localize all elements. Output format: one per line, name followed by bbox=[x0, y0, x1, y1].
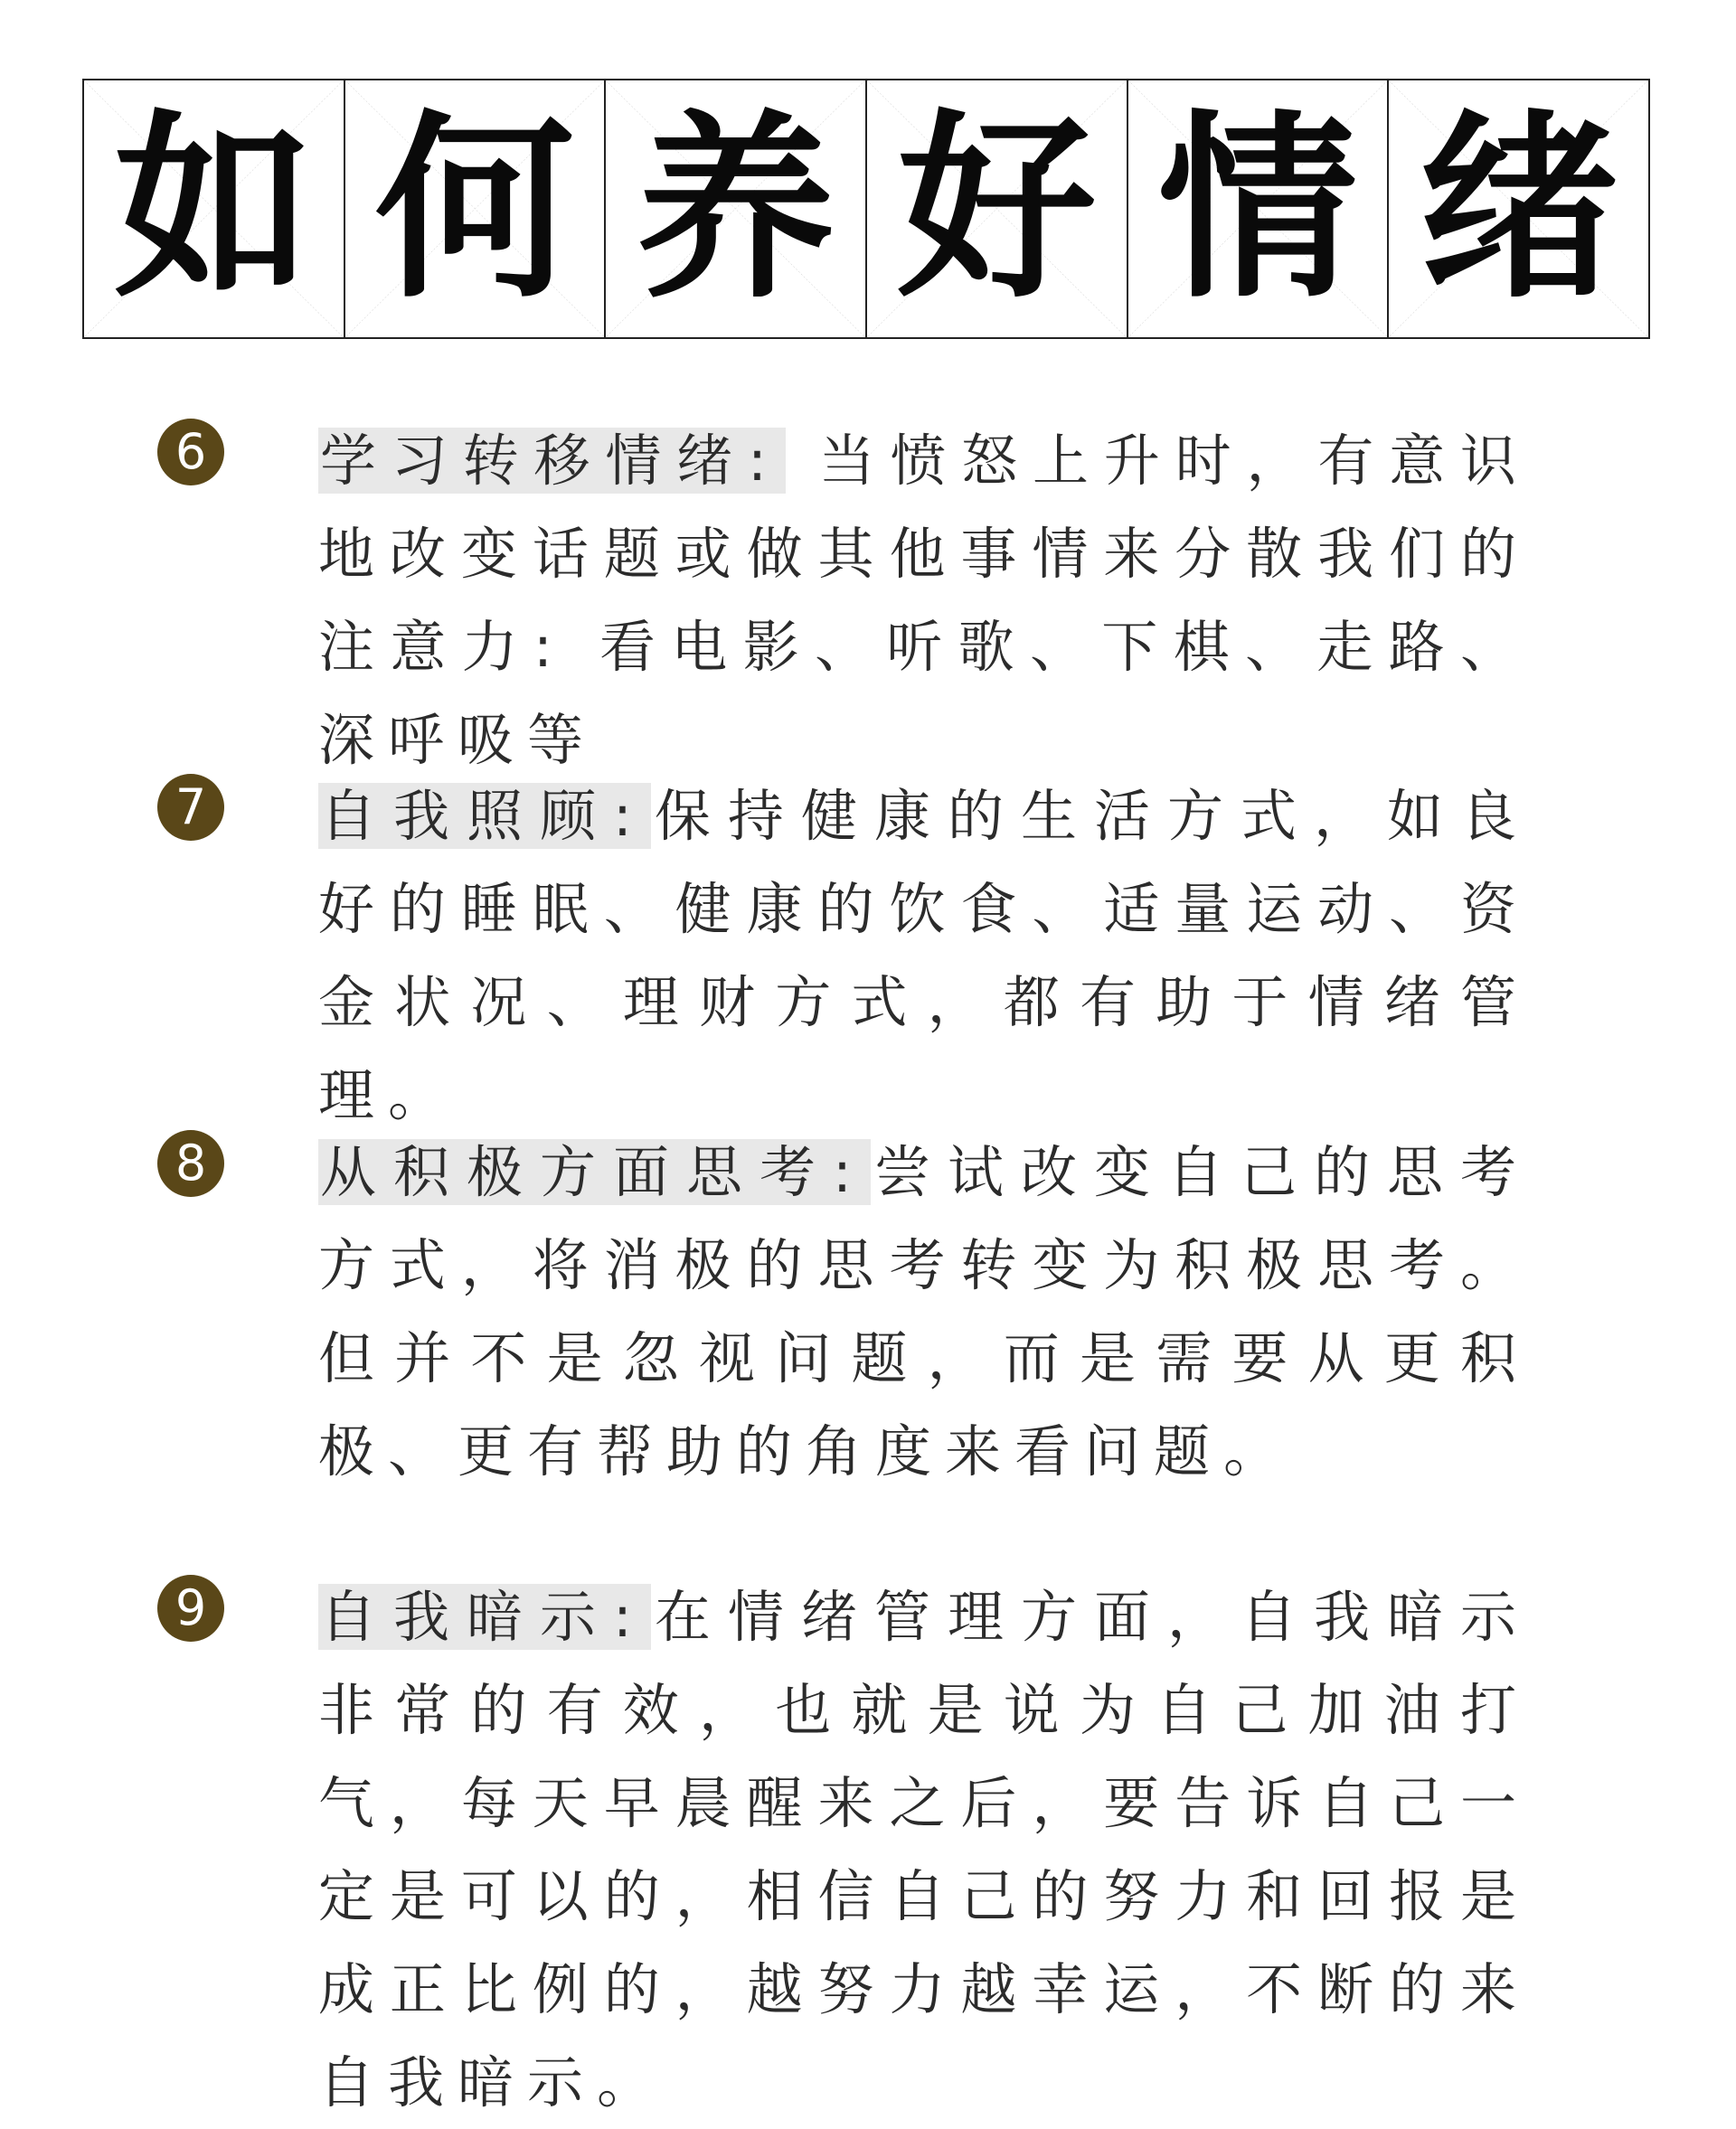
title-char: 如 bbox=[114, 93, 314, 325]
tip-text: 尝试改变自己的思考方式，将消极的思考转变为积极思考。但并不是忽视问题，而是需要从更积极、更有帮助的角度来看问题。 bbox=[318, 1139, 1530, 1484]
tip-text: 保持健康的生活方式，如良好的睡眠、健康的饮食、适量运动、资金状况、理财方式，都有助于情绪管理。 bbox=[318, 783, 1530, 1128]
title-cell bbox=[867, 80, 1128, 337]
tip-paragraph bbox=[318, 769, 1530, 1142]
tip-heading: 自我暗示: bbox=[318, 1584, 651, 1650]
title-cell bbox=[345, 80, 607, 337]
number-badge: 7 bbox=[157, 774, 224, 841]
title-cell bbox=[1128, 80, 1390, 337]
title-char: 情 bbox=[1158, 93, 1358, 325]
tip-paragraph bbox=[318, 1570, 1530, 2129]
title-cell bbox=[84, 80, 345, 337]
number-badge: 8 bbox=[157, 1130, 224, 1197]
title-cell bbox=[1389, 80, 1648, 337]
title-grid bbox=[82, 79, 1650, 339]
tip-text: 在情绪管理方面，自我暗示非常的有效，也就是说为自己加油打气，每天早晨醒来之后，要告诉自己一定是可以的，相信自己的努力和回报是成正比例的，越努力越幸运，不断的来自我暗示。 bbox=[318, 1584, 1530, 2115]
tip-paragraph bbox=[318, 1126, 1530, 1498]
tip-paragraph bbox=[318, 414, 1530, 787]
title-cell bbox=[606, 80, 867, 337]
title-char: 何 bbox=[375, 93, 575, 325]
title-char: 养 bbox=[636, 93, 835, 325]
tip-text: 当愤怒上升时，有意识地改变话题或做其他事情来分散我们的注意力: 看电影、听歌、下棋、走路、深呼吸等 bbox=[318, 428, 1530, 773]
title-char: 好 bbox=[897, 93, 1097, 325]
tip-heading: 从积极方面思考: bbox=[318, 1139, 871, 1205]
title-char: 绪 bbox=[1419, 93, 1618, 325]
tip-heading: 自我照顾: bbox=[318, 783, 651, 849]
number-badge: 9 bbox=[157, 1575, 224, 1642]
tip-heading: 学习转移情绪: bbox=[318, 428, 786, 494]
number-badge: 6 bbox=[157, 419, 224, 485]
